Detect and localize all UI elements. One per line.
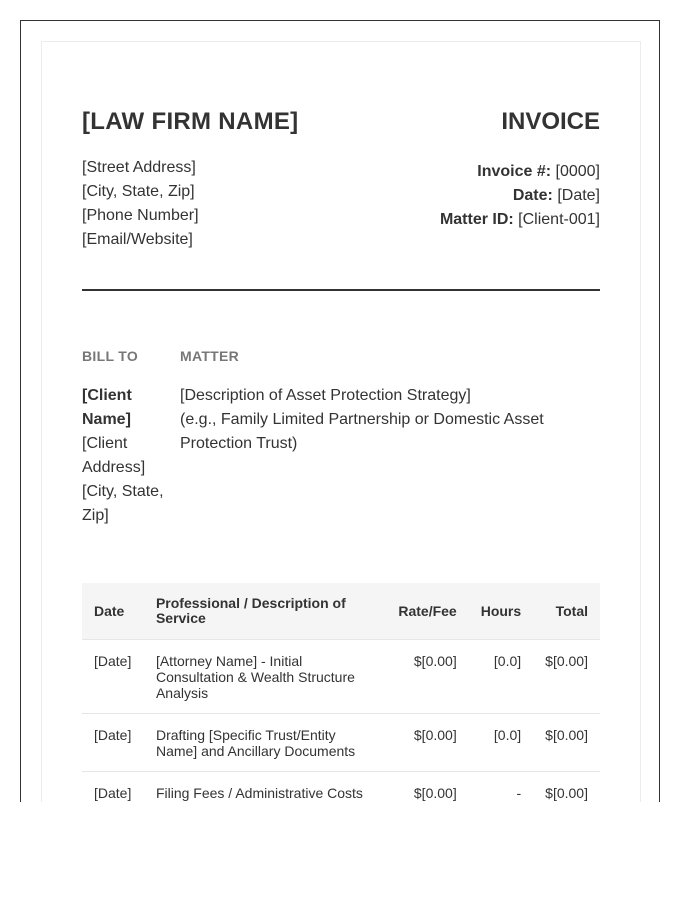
col-total-header: Total [533,583,600,640]
address-line: [City, State, Zip] [82,183,195,200]
cell-total: $[0.00] [533,714,600,772]
cell-rate: $[0.00] [386,640,468,714]
client-city: [City, State, Zip] [82,483,164,524]
matter-example: (e.g., Family Limited Partnership or Domestic Asset Protection Trust) [180,411,544,452]
cell-description: [Attorney Name] - Initial Consultation & Wealth Structure Analysis [144,640,386,714]
cell-description: Filing Fees / Administrative Costs [144,772,386,803]
cell-rate: $[0.00] [386,714,468,772]
matter-label: MATTER [180,348,240,364]
col-date-header: Date [82,583,144,640]
meta-value: [Date] [557,187,600,204]
billing-section [82,348,600,528]
cell-hours: [0.0] [469,714,533,772]
invoice-page [41,41,641,802]
bill-to [82,348,180,528]
address-line: [Email/Website] [82,231,193,248]
meta-value: [0000] [555,163,600,180]
cell-total: $[0.00] [533,640,600,714]
invoice-meta [440,160,600,232]
cell-date: [Date] [82,714,144,772]
bill-to-body [82,384,180,528]
table-row [82,640,600,714]
firm-block [82,108,298,252]
client-address: [Client Address] [82,435,146,476]
cell-date: [Date] [82,772,144,803]
meta-label: Matter ID: [439,211,514,228]
address-line: [Phone Number] [82,207,199,224]
cell-description: Drafting [Specific Trust/Entity Name] and Ancillary Documents [144,714,386,772]
col-hours-header: Hours [469,583,533,640]
cell-hours: [0.0] [469,640,533,714]
address-line: [Street Address] [82,159,196,176]
meta-label: Date: [512,187,553,204]
cell-date: [Date] [82,640,144,714]
matter [180,348,560,528]
document-frame [20,20,660,802]
bill-to-label: BILL TO [82,348,139,364]
firm-address [82,156,298,252]
client-name: [Client Name] [82,387,132,428]
cell-rate: $[0.00] [386,772,468,803]
cell-hours: - [469,772,533,803]
invoice-date [440,184,600,208]
firm-name: [LAW FIRM NAME] [82,108,299,135]
matter-id [440,208,600,232]
meta-label: Invoice #: [477,163,552,180]
invoice-header [82,108,600,252]
invoice-title: INVOICE [501,108,600,135]
invoice-number [440,160,600,184]
invoice-meta-block [440,108,600,252]
col-rate-header: Rate/Fee [386,583,468,640]
table-row [82,714,600,772]
matter-description: [Description of Asset Protection Strategy] [180,387,471,404]
header-divider [82,289,600,291]
col-description-header: Professional / Description of Service [144,583,386,640]
table-header-row [82,583,600,640]
cell-total: $[0.00] [533,772,600,803]
meta-value: [Client-001] [518,211,600,228]
matter-body [180,384,560,456]
table-row [82,772,600,803]
services-table [82,583,600,802]
